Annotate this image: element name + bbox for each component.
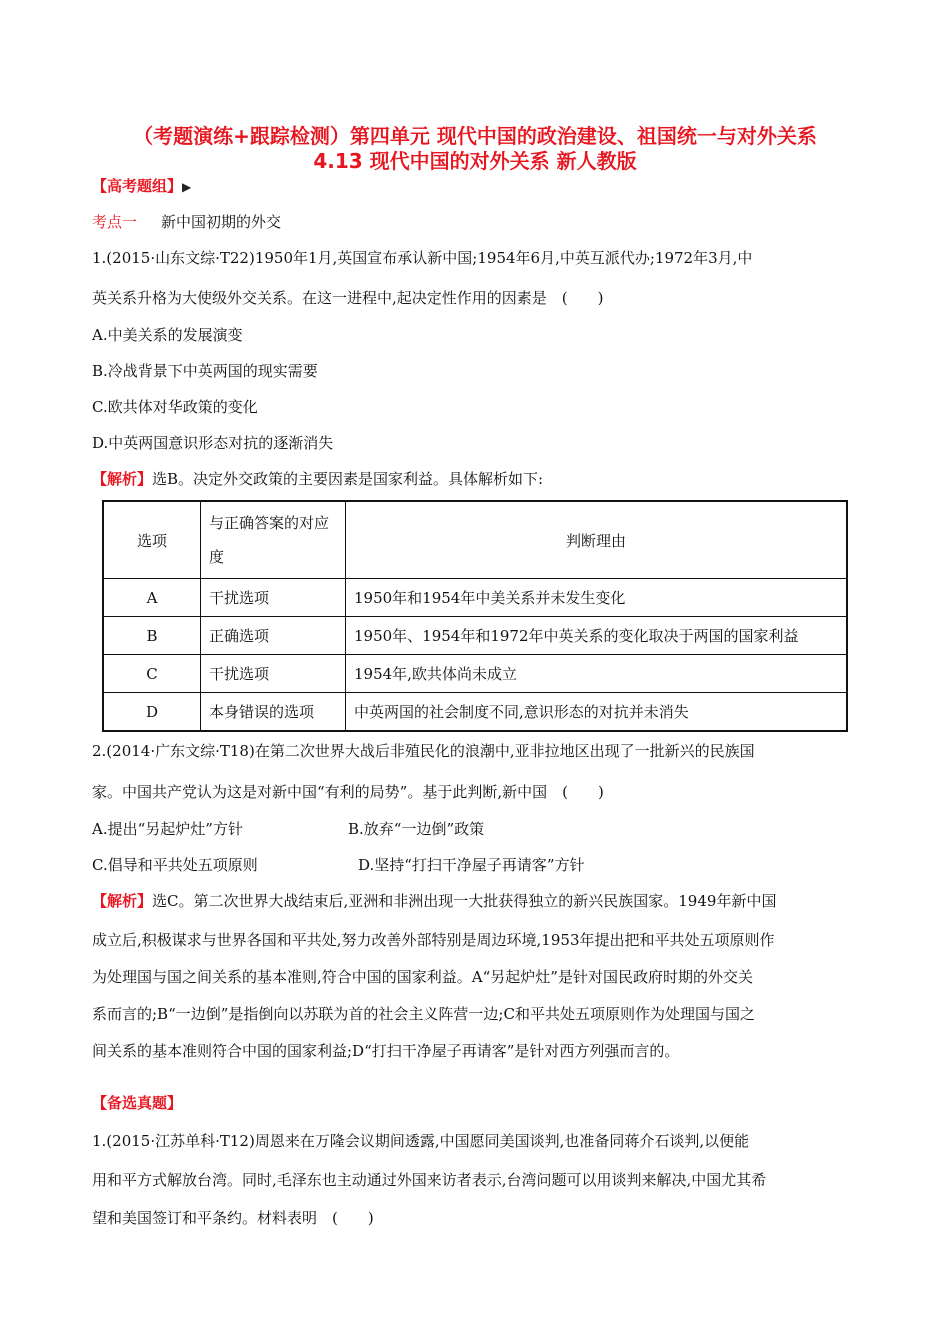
doc-title-line1: （考题演练+跟踪检测）第四单元 现代中国的政治建设、祖国统一与对外关系 [133, 124, 817, 148]
analysis-table [102, 500, 848, 732]
q2-analysis-line5: 间关系的基本准则符合中国的国家利益;D“打扫干净屋子再请客”是针对西方列强而言的。 [92, 1042, 680, 1060]
q2-options-row2 [92, 855, 862, 875]
table-row [103, 617, 847, 655]
table-cell: 1950年和1954年中美关系并未发生变化 [346, 579, 848, 617]
q1-option-d: D.中英两国意识形态对抗的逐渐消失 [92, 434, 334, 452]
table-header-row [103, 501, 847, 579]
q2-analysis-line4: 系而言的;B“一边倒”是指倒向以苏联为首的社会主义阵营一边;C和平共处五项原则作为处理国与国之 [92, 1005, 755, 1023]
table-header-cell: 判断理由 [346, 501, 848, 579]
q2-analysis-line1 [92, 891, 862, 911]
table-cell: A [103, 579, 201, 617]
kaodian-text: 新中国初期的外交 [161, 213, 282, 231]
section-label: 【高考题组】 [92, 177, 183, 195]
triangle-right-icon: ▶ [182, 180, 192, 194]
q2-option-a: A.提出“另起炉灶”方针 [92, 820, 243, 838]
doc-title-line2: 4.13 现代中国的对外关系 新人教版 [313, 149, 637, 173]
q2-option-c: C.倡导和平共处五项原则 [92, 856, 258, 874]
q2-analysis-line2: 成立后,积极谋求与世界各国和平共处,努力改善外部特别是周边环境,1953年提出把和平共处五项原则作 [92, 931, 775, 949]
table-header-cell: 选项 [103, 501, 201, 579]
q1-option-b: B.冷战背景下中英两国的现实需要 [92, 362, 318, 380]
section-beixuan-header [92, 1093, 862, 1113]
q1-line1: 1.(2015·山东文综·T22)1950年1月,英国宣布承认新中国;1954年6月,中英互派代办;1972年3月,中 [92, 249, 753, 267]
kaodian-header [92, 212, 862, 232]
q3-line3: 望和美国签订和平条约。材料表明 ( ) [92, 1209, 374, 1227]
q3-line2: 用和平方式解放台湾。同时,毛泽东也主动通过外国来访者表示,台湾问题可以用谈判来解决,中国尤其希 [92, 1171, 767, 1189]
analysis-tag: 【解析】 [92, 892, 153, 910]
table-cell: C [103, 655, 201, 693]
table-header-cell: 与正确答案的对应度 [201, 501, 346, 579]
table-row [103, 693, 847, 732]
q3-line1: 1.(2015·江苏单科·T12)周恩来在万隆会议期间透露,中国愿同美国谈判,也准备同蒋介石谈判,以便能 [92, 1132, 750, 1150]
section-gaokao-header [92, 176, 862, 197]
table-cell: 干扰选项 [201, 655, 346, 693]
kaodian-label: 考点一 [92, 213, 138, 231]
q1-option-a: A.中美关系的发展演变 [92, 326, 243, 344]
q2-analysis-line3: 为处理国与国之间关系的基本准则,符合中国的国家利益。A“另起炉灶”是针对国民政府时期的外交关 [92, 968, 753, 986]
q1-option-c: C.欧共体对华政策的变化 [92, 398, 258, 416]
q1-line2: 英关系升格为大使级外交关系。在这一进程中,起决定性作用的因素是 ( ) [92, 289, 604, 307]
table-row [103, 655, 847, 693]
table-cell: 干扰选项 [201, 579, 346, 617]
table-cell: D [103, 693, 201, 732]
q1-analysis [92, 469, 862, 489]
q2-options-row1 [92, 819, 862, 839]
table-cell: 中英两国的社会制度不同,意识形态的对抗并未消失 [346, 693, 848, 732]
q2-option-b: B.放弃“一边倒”政策 [348, 820, 485, 838]
q2-option-d: D.坚持“打扫干净屋子再请客”方针 [358, 856, 585, 874]
table-cell: 本身错误的选项 [201, 693, 346, 732]
table-cell: 正确选项 [201, 617, 346, 655]
analysis-text: 选C。第二次世界大战结束后,亚洲和非洲出现一大批获得独立的新兴民族国家。1949年新中国 [152, 892, 777, 910]
analysis-tag: 【解析】 [92, 470, 153, 488]
table-cell: 1950年、1954年和1972年中英关系的变化取决于两国的国家利益 [346, 617, 848, 655]
q2-line2: 家。中国共产党认为这是对新中国“有利的局势”。基于此判断,新中国 ( ) [92, 783, 604, 801]
q2-line1: 2.(2014·广东文综·T18)在第二次世界大战后非殖民化的浪潮中,亚非拉地区出现了一批新兴的民族国 [92, 742, 755, 760]
table-cell: 1954年,欧共体尚未成立 [346, 655, 848, 693]
table-row [103, 579, 847, 617]
analysis-text: 选B。决定外交政策的主要因素是国家利益。具体解析如下: [152, 470, 544, 488]
table-cell: B [103, 617, 201, 655]
section-label: 【备选真题】 [92, 1094, 183, 1112]
